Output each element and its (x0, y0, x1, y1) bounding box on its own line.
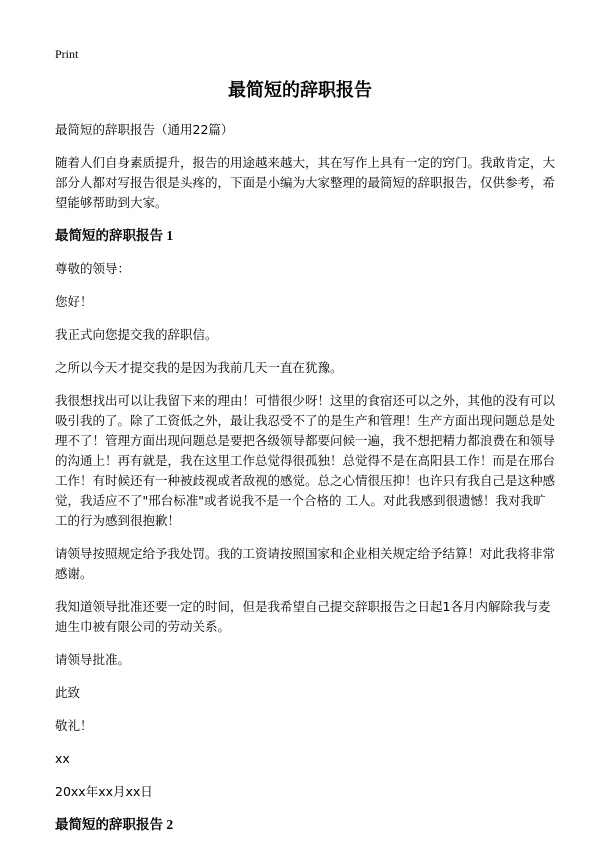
subtitle: 最简短的辞职报告（通用22篇） (55, 122, 234, 137)
salutation: 尊敬的领导： (55, 261, 131, 276)
page-title: 最简短的辞职报告 (228, 80, 372, 101)
body-paragraph: 请领导按照规定给予我处罚。我的工资请按照国家和企业相关规定给予结算！对此我将非常感谢。 (55, 546, 556, 581)
body-paragraph: 我很想找出可以让我留下来的理由！可惜很少呀！这里的食宿还可以之外，其他的没有可以吸引我的了。除了工资低之外，最让我忍受不了的是生产和管理！生产方面出现问题总是处理不了！管理方面出现问题总是要把各级领导都要问候一遍，我不想把精力都浪费在和领导的沟通上！再有就是，我在这里工作总觉得很孤独！总觉得不是在高阳县工作！而是在邢台工作！有时候还有一种被歧视或者敌视的感觉。总之心情很压抑！也许只有我自己是这种感觉，我适应不了"邢台标准"或者说我不是一个合格的 工人。对此我感到很遗憾！我对我旷工的行为感到很抱歉！ (55, 393, 556, 528)
signature-name: xx (55, 751, 70, 766)
greeting: 您好！ (55, 294, 93, 309)
section-heading-2: 最简短的辞职报告 2 (55, 817, 174, 832)
body-paragraph: 我知道领导批准还要一定的时间，但是我希望自己提交辞职报告之日起1各月内解除我与麦迪生巾被有限公司的劳动关系。 (55, 599, 551, 634)
body-paragraph: 之所以今天才提交我的是因为我前几天一直在犹豫。 (55, 360, 343, 375)
closing-salute: 敬礼！ (55, 718, 93, 733)
print-link[interactable]: Print (55, 47, 79, 61)
section-heading-1: 最简短的辞职报告 1 (55, 228, 174, 243)
body-paragraph: 我正式向您提交我的辞职信。 (55, 327, 218, 342)
intro-paragraph: 随着人们自身素质提升，报告的用途越来越大，其在写作上具有一定的窍门。我敢肯定，大部分人都对写报告很是头疼的，下面是小编为大家整理的最简短的辞职报告，仅供参考，希望能够帮助到大家。 (55, 155, 556, 210)
closing-line: 此致 (55, 685, 81, 700)
request-line: 请领导批准。 (55, 652, 131, 667)
signature-date: 20xx年xx月xx日 (55, 784, 153, 799)
document-body (55, 120, 555, 848)
